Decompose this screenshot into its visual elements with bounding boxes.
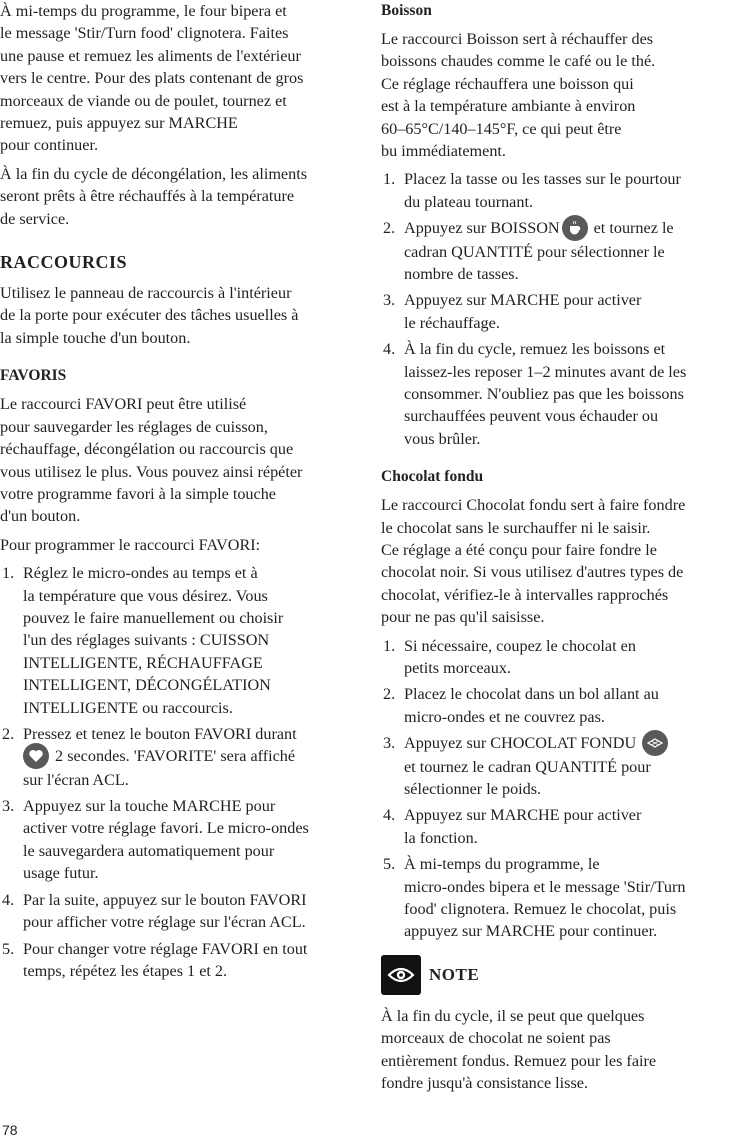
step-text: Appuyez sur MARCHE pour activer la fonction. [404,806,642,847]
eye-icon [381,955,421,995]
note-text: À la fin du cycle, il se peut que quelques morceaux de chocolat ne soient pas entièrement fondus. Remuez pour les faire fondre jusqu'à consistance lisse. [381,1006,657,1092]
paragraph: Le raccourci Chocolat fondu sert à faire fondre le chocolat sans le surchauffer ni le saisir. Ce réglage a été conçu pour faire fondre le chocolat noir. Si vous utilisez d'autres types de chocolat, vérifiez-le à intervalles rapprochés pour ne pas qu'il saisisse. [381,496,686,627]
step-number: 1. [383,636,396,655]
step-text: Placez la tasse ou les tasses sur le pourtour du plateau tournant. [404,170,681,211]
note-label: NOTE [429,964,480,984]
paragraph: Le raccourci Boisson sert à réchauffer des boissons chaudes comme le café ou le thé. Ce réglage réchauffera une boisson qui est à la température ambiante à environ 60–65°C/140–145°F, ce qui peut être bu immédiatement. [381,30,656,161]
step-number: 4. [2,890,15,909]
step-text: Si nécessaire, coupez le chocolat en petits morceaux. [404,636,636,678]
step-number: 3. [383,734,396,753]
step-number: 2. [383,219,396,238]
chocolat-steps [381,635,729,943]
boisson-steps [381,168,729,450]
heart-icon [23,743,49,769]
step-text: et tournez le cadran QUANTITÉ pour sélectionner le nombre de tasses. [404,219,674,283]
list-item [381,853,729,943]
step-text: 2 secondes. 'FAVORITE' sera affiché sur l'écran ACL. [23,747,296,789]
paragraph: Utilisez le panneau de raccourcis à l'intérieur de la porte pour exécuter des tâches usuelles à la simple touche d'un bouton. [0,284,299,347]
paragraph: À mi-temps du programme, le four bipera et le message 'Stir/Turn food' clignotera. Faites une pause et remuez les aliments de l'extérieur vers le centre. Pour des plats contenant de gros morceaux de viande ou de poulet, tournez et remuez, puis appuyez sur MARCHE pour continuer. [0,2,304,155]
note-header [381,955,729,995]
step-text: Appuyez sur la touche MARCHE pour activer votre réglage favori. Le micro-ondes le sauvegardera automatiquement pour usage futur. [23,797,309,883]
step-number: 5. [2,939,15,958]
paragraph: À la fin du cycle de décongélation, les aliments seront prêts à être réchauffés à la température de service. [0,164,308,228]
step-text: Pressez et tenez le bouton FAVORI durant [23,724,297,743]
step-text: Par la suite, appuyez sur le bouton FAVORI pour afficher votre réglage sur l'écran ACL. [23,890,307,932]
step-text: Appuyez sur BOISSON [404,219,560,238]
step-number: 2. [383,685,396,704]
step-text: et tournez le cadran QUANTITÉ pour sélectionner le poids. [404,757,651,798]
subheading-chocolat: Chocolat fondu [381,468,484,486]
cup-icon [562,215,588,241]
step-number: 1. [383,170,396,189]
subheading-favoris: FAVORIS [0,367,67,385]
list-item [381,635,729,680]
list-item [0,938,355,983]
step-text: Appuyez sur CHOCOLAT FONDU [404,734,637,753]
step-text: Pour changer votre réglage FAVORI en tout temps, répétez les étapes 1 et 2. [23,939,308,980]
list-item [0,723,355,791]
list-item [381,732,729,800]
paragraph: Le raccourci FAVORI peut être utilisé pour sauvegarder les réglages de cuisson, réchauffage, décongélation ou raccourcis que vous utilisez le plus. Vous pouvez ainsi répéter votre programme favori à la simple touche d'un bouton. [0,395,303,526]
step-text: Placez le chocolat dans un bol allant au micro-ondes et ne couvrez pas. [404,685,659,726]
list-item [0,889,355,934]
list-item [0,795,355,885]
step-number: 5. [383,855,396,874]
list-item [381,168,729,213]
chocolate-icon [642,730,668,756]
step-text: À mi-temps du programme, le micro-ondes bipera et le message 'Stir/Turn food' clignotera. Remuez le chocolat, puis appuyez sur MARCHE pour continuer. [404,855,686,941]
step-number: 1. [2,564,15,583]
page-number: 78 [2,1122,18,1138]
right-column [381,0,729,1100]
step-text: Réglez le micro-ondes au temps et à la température que vous désirez. Vous pouvez le faire manuellement ou choisir l'un des réglages suivants : CUISSON INTELLIGENTE, RÉCHAUFFAGE INTELLIGENT, DÉCONGÉLATION INTELLIGENTE ou raccourcis. [23,564,284,717]
list-item [381,338,729,450]
step-number: 4. [383,806,396,825]
step-number: 3. [383,291,396,310]
step-number: 4. [383,340,396,359]
step-number: 3. [2,797,15,816]
step-number: 2. [2,724,15,743]
favori-steps [0,562,355,982]
section-heading-raccourcis: RACCOURCIS [0,252,128,273]
list-item [381,289,729,334]
list-item [381,217,729,285]
step-text: Appuyez sur MARCHE pour activer le réchauffage. [404,291,642,332]
left-column [0,0,355,988]
step-text: À la fin du cycle, remuez les boissons et laissez-les reposer 1–2 minutes avant de les consommer. N'oubliez pas que les boissons surchauffées peuvent vous échauder ou vous brûler. [404,340,687,448]
subheading-boisson: Boisson [381,2,432,19]
paragraph: Pour programmer le raccourci FAVORI: [0,535,261,554]
list-item [381,683,729,728]
list-item [381,804,729,849]
list-item [0,562,355,719]
